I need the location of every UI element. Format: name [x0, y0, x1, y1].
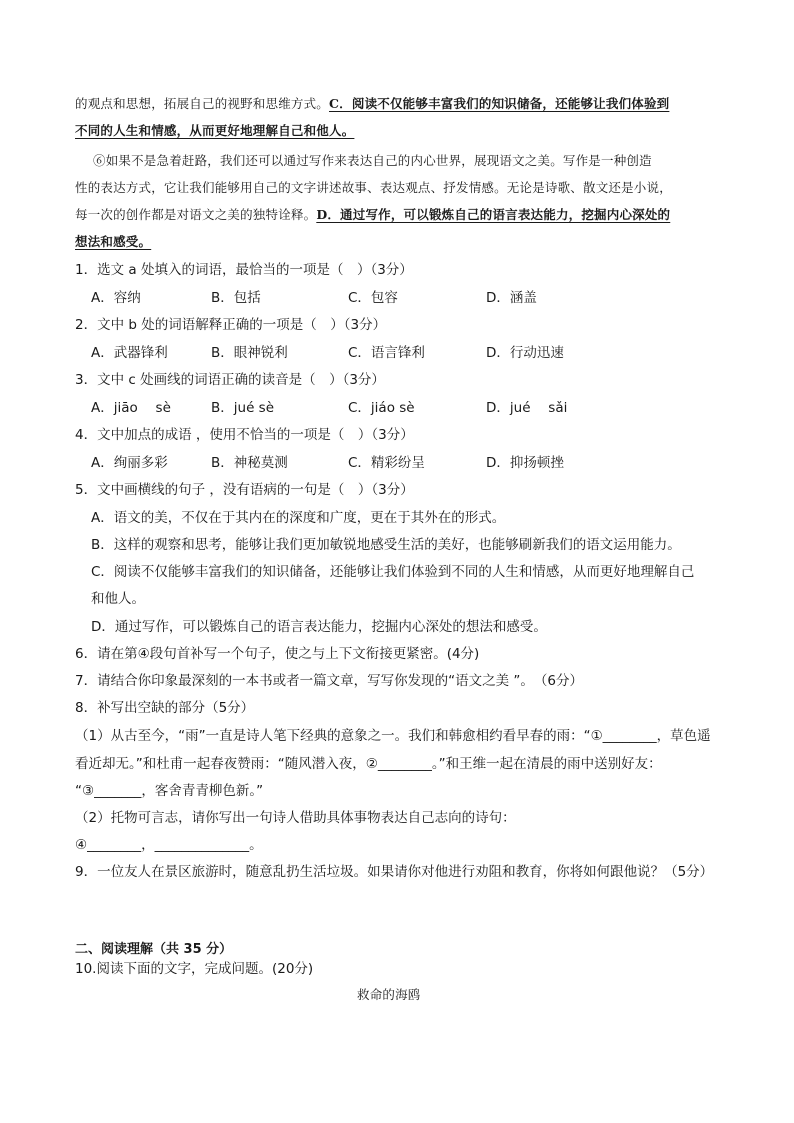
question-8-line1: （1）从古至今，“雨”一直是诗人笔下经典的意象之一。我们和韩愈相约看早春的雨：“①________，草色遥 [75, 728, 711, 744]
underlined-sentence-c-cont: 不同的人生和情感，从而更好地理解自己和他人。 [75, 123, 355, 138]
question-5-stem: 5．文中画横线的句子 ，没有语病的一句是（ ）（3分） [75, 482, 414, 498]
q1-option-c[interactable]: C．包容 [348, 290, 398, 306]
q4-option-d[interactable]: D．抑扬顿挫 [486, 455, 564, 471]
q4-option-c[interactable]: C．精彩纷呈 [348, 455, 425, 471]
q4-option-a[interactable]: A．绚丽多彩 [91, 455, 168, 471]
question-1-stem: 1．选文 a 处填入的词语，最恰当的一项是（ ）（3分） [75, 262, 413, 278]
question-6: 6．请在第④段句首补写一个句子，使之与上下文衔接更紧密。(4分) [75, 646, 480, 662]
passage-text: 的观点和思想，拓展自己的视野和思维方式。 [75, 96, 330, 111]
q3-option-d[interactable]: D．jué sǎi [486, 400, 568, 416]
question-8-stem: 8．补写出空缺的部分（5分） [75, 700, 255, 716]
q5-option-c-cont[interactable]: 和他人。 [91, 591, 145, 607]
q3-option-a[interactable]: A．jiāo sè [91, 400, 171, 416]
question-9: 9．一位友人在景区旅游时，随意乱扔生活垃圾。如果请你对他进行劝阻和教育，你将如何跟他说？（5分） [75, 864, 714, 880]
question-4-stem: 4．文中加点的成语 ，使用不恰当的一项是（ ）（3分） [75, 427, 414, 443]
question-8-line2: 看近却无。”和杜甫一起春夜赞雨：“随风潜入夜，②________。”和王维一起在清晨的雨中送别好友： [75, 756, 662, 772]
underlined-sentence-c: C．阅读不仅能够丰富我们的知识储备，还能够让我们体验到 [329, 96, 670, 111]
q5-option-a[interactable]: A．语文的美，不仅在于其内在的深度和广度，更在于其外在的形式。 [91, 510, 506, 526]
q5-option-d[interactable]: D．通过写作，可以锻炼自己的语言表达能力，挖掘内心深处的想法和感受。 [91, 619, 547, 635]
section-2-heading: 二、阅读理解（共 35 分） [75, 942, 233, 957]
q1-option-d[interactable]: D．涵盖 [486, 290, 537, 306]
question-8-line3: “③_______，客舍青青柳色新。” [75, 783, 264, 799]
question-8-line4: （2）托物可言志，请你写出一句诗人借助具体事物表达自己志向的诗句： [75, 810, 516, 826]
passage-p2-line2: 性的表达方式，它让我们能够用自己的文字讲述故事、表达观点、抒发情感。无论是诗歌、散文还是小说， [75, 180, 672, 195]
passage-p1-line2 [75, 122, 354, 140]
q4-option-b[interactable]: B．神秘莫测 [211, 455, 288, 471]
q3-option-b[interactable]: B．jué sè [211, 400, 275, 416]
question-10: 10.阅读下面的文字，完成问题。(20分) [75, 961, 314, 977]
question-8-line5: ④________，______________。 [75, 837, 263, 853]
q5-option-b[interactable]: B．这样的观察和思考，能够让我们更加敏锐地感受生活的美好，也能够刷新我们的语文运用能力。 [91, 537, 681, 553]
q1-option-b[interactable]: B．包括 [211, 290, 261, 306]
underlined-sentence-d: D．通过写作，可以锻炼自己的语言表达能力，挖掘内心深处的 [316, 207, 671, 222]
q2-option-a[interactable]: A．武器锋利 [91, 345, 168, 361]
q1-option-a[interactable]: A．容纳 [91, 290, 141, 306]
passage-p2-line1: ⑥如果不是急着赶路，我们还可以通过写作来表达自己的内心世界，展现语文之美。写作是一种创造 [93, 153, 652, 168]
reading-title: 救命的海鸥 [357, 987, 421, 1002]
question-2-stem: 2．文中 b 处的词语解释正确的一项是（ ）（3分） [75, 317, 387, 333]
q2-option-c[interactable]: C．语言锋利 [348, 345, 425, 361]
passage-p2-line3 [75, 206, 670, 224]
q5-option-c[interactable]: C．阅读不仅能够丰富我们的知识储备，还能够让我们体验到不同的人生和情感，从而更好地理解自己 [91, 564, 695, 580]
passage-text: 每一次的创作都是对语文之美的独特诠释。 [75, 207, 317, 222]
question-7: 7．请结合你印象最深刻的一本书或者一篇文章，写写你发现的“语文之美 ”。 （6分） [75, 673, 583, 689]
question-3-stem: 3．文中 c 处画线的词语正确的读音是（ ）（3分） [75, 372, 385, 388]
passage-p2-line4 [75, 233, 151, 251]
q3-option-c[interactable]: C．jiáo sè [348, 400, 415, 416]
underlined-sentence-d-cont: 想法和感受。 [75, 234, 152, 249]
q2-option-d[interactable]: D．行动迅速 [486, 345, 564, 361]
q2-option-b[interactable]: B．眼神锐利 [211, 345, 288, 361]
passage-p1-line1 [75, 95, 669, 113]
